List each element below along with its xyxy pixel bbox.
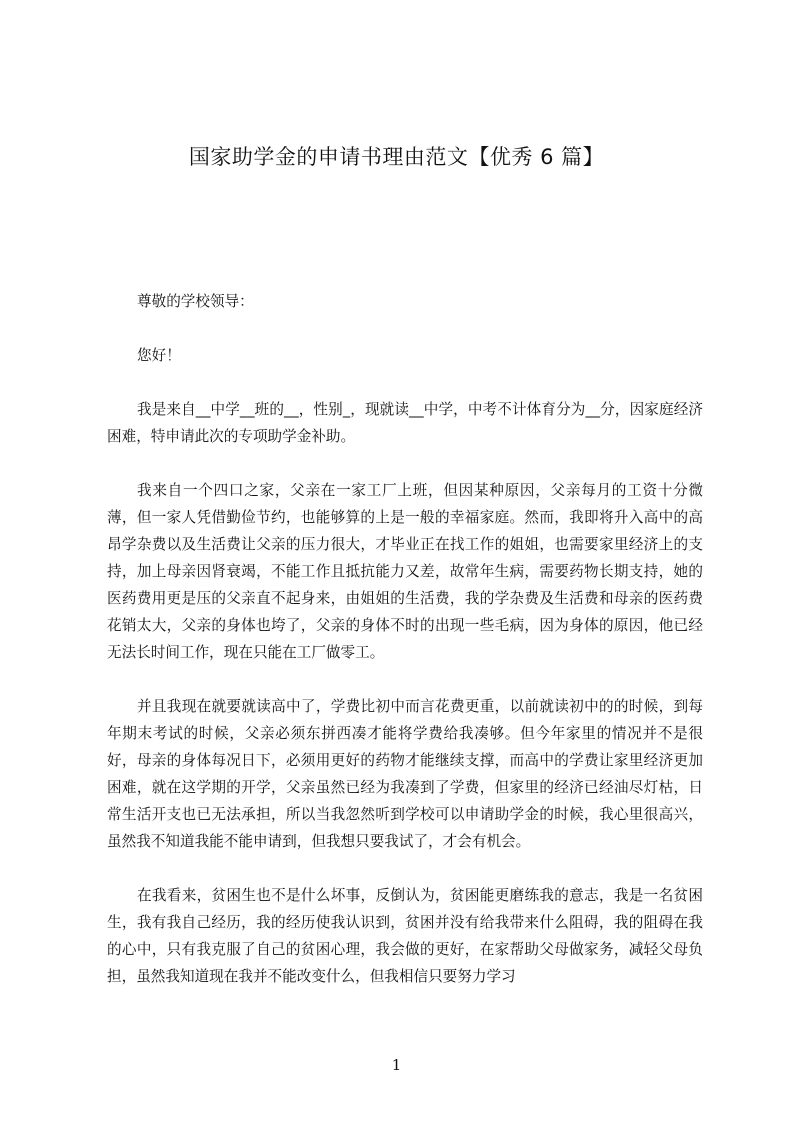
page-number: 1: [391, 1056, 402, 1074]
paragraph-1: 我是来自__中学__班的__，性别_，现就读__中学，中考不计体育分为__分，因家庭经济困难，特申请此次的专项助学金补助。: [107, 401, 703, 445]
document-title: 国家助学金的申请书理由范文【优秀 6 篇】: [188, 145, 605, 169]
greeting: 您好！: [137, 347, 181, 364]
paragraph-2: 我来自一个四口之家，父亲在一家工厂上班，但因某种原因，父亲每月的工资十分微薄，但一家人凭借勤俭节约，也能够算的上是一般的幸福家庭。然而，我即将升入高中的高昂学杂费以及生活费让父亲的压力很大，才毕业正在找工作的姐姐，也需要家里经济上的支持，加上母亲因肾衰竭，不能工作且抵抗能力又差，故常年生病，需要药物长期支持，她的医药费用更是压的父亲直不起身来，由姐姐的生活费，我的学杂费及生活费和母亲的医药费花销太大，父亲的身体也垮了，父亲的身体不时的出现一些毛病，因为身体的原因，他已经无法长时间工作，现在只能在工厂做零工。: [107, 482, 703, 661]
paragraph-3: 并且我现在就要就读高中了，学费比初中而言花费更重，以前就读初中的的时候，到每年期末考试的时候，父亲必须东拼西凑才能将学费给我凑够。但今年家里的情况并不是很好，母亲的身体每况日下，必须用更好的药物才能继续支撑，而高中的学费让家里经济更加困难，就在这学期的开学，父亲虽然已经为我凑到了学费，但家里的经济已经油尽灯枯，日常生活开支也已无法承担，所以当我忽然听到学校可以申请助学金的时候，我心里很高兴，虽然我不知道我能不能申请到，但我想只要我试了，才会有机会。: [107, 698, 703, 850]
document-body: [107, 288, 703, 1017]
paragraph-4: 在我看来，贫困生也不是什么坏事，反倒认为，贫困能更磨练我的意志，我是一名贫困生，我有我自己经历，我的经历使我认识到，贫困并没有给我带来什么阻碍，我的阻碍在我的心中，只有我克服了自己的贫困心理，我会做的更好，在家帮助父母做家务，减轻父母负担，虽然我知道现在我并不能改变什么，但我相信只要努力学习: [107, 887, 703, 985]
salutation: 尊敬的学校领导：: [137, 293, 254, 310]
